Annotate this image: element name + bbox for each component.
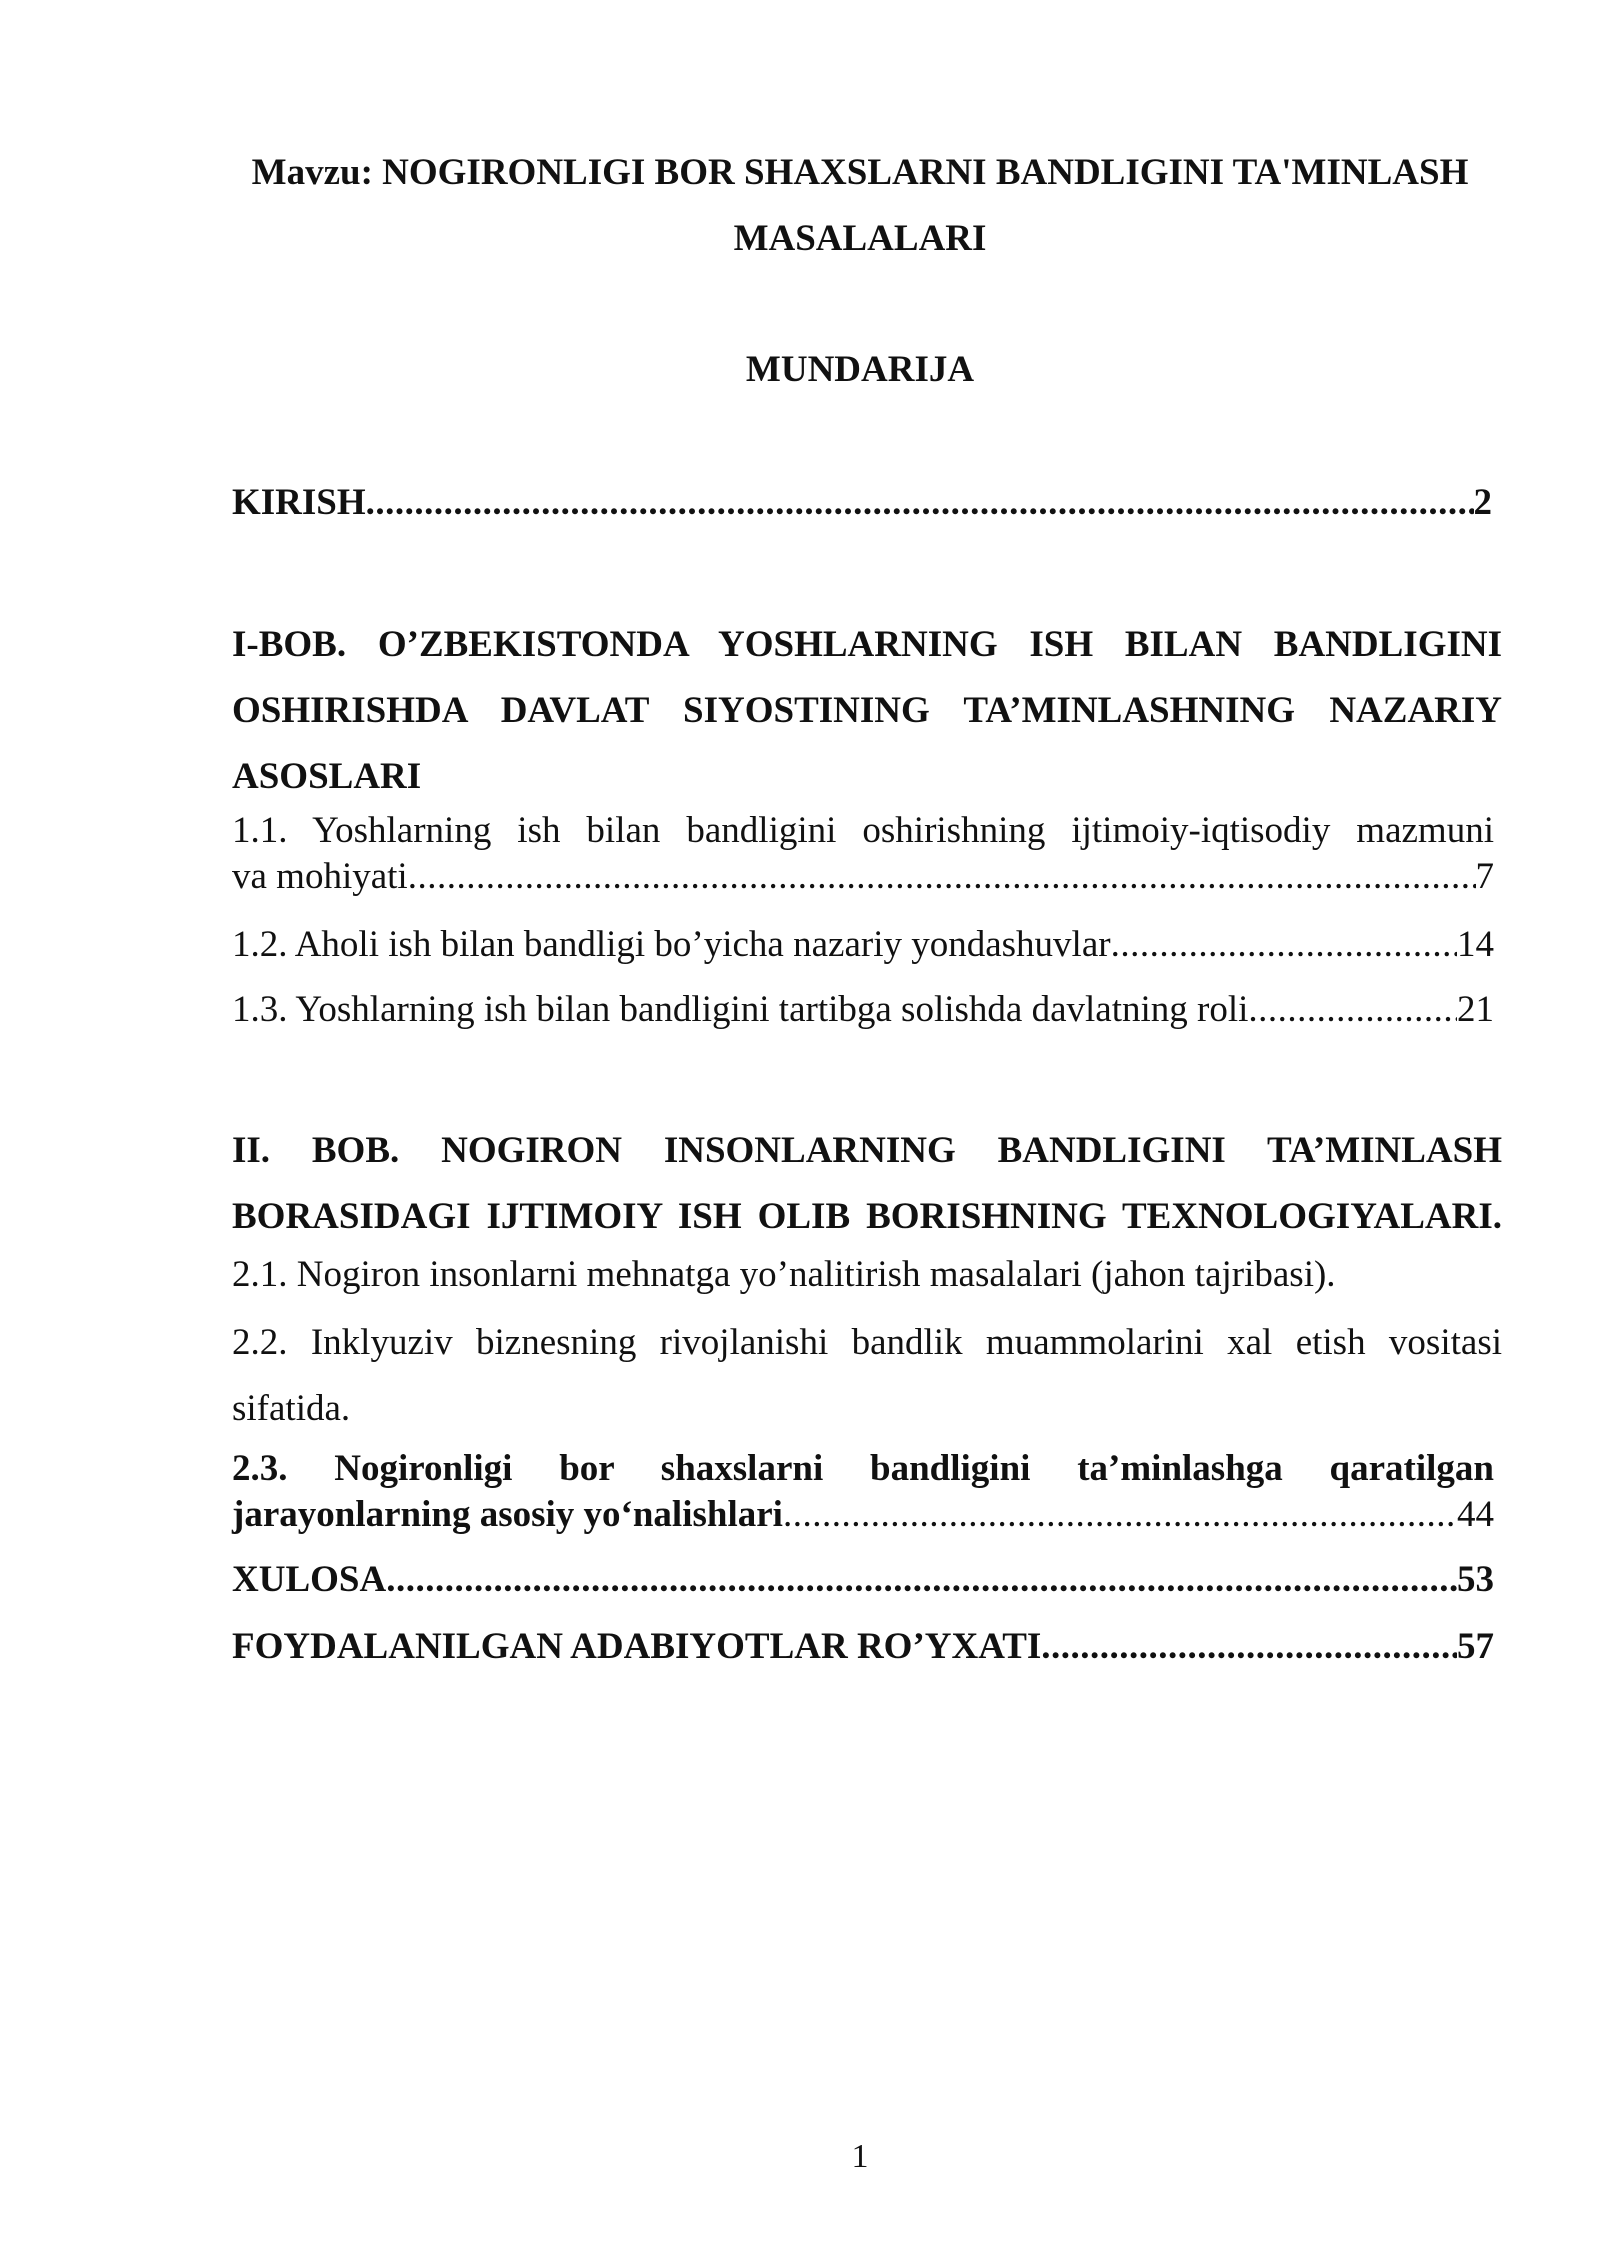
toc-entry-text: XULOSA	[232, 1559, 387, 1600]
toc-entry-text: KIRISH	[232, 482, 366, 523]
leader-dots	[1041, 1622, 1457, 1672]
toc-entry-text: 1.2. Aholi ish bilan bandligi bo’yicha nazariy yondashuvlar	[232, 924, 1111, 965]
toc-section-1-1-line-1: 1.1. Yoshlarning ish bilan bandligini oshirishning ijtimoiy-iqtisodiy mazmuni	[232, 810, 1494, 851]
toc-page-number: 2	[1473, 482, 1492, 523]
toc-page-number: 7	[1475, 856, 1494, 897]
leader-dots	[408, 854, 1476, 900]
toc-page-number: 14	[1457, 924, 1494, 965]
leader-dots	[366, 478, 1474, 528]
toc-page-number: 57	[1457, 1626, 1494, 1667]
toc-page-number: 44	[1457, 1494, 1494, 1535]
toc-section-1-3	[232, 985, 1494, 1035]
leader-dots	[1111, 920, 1457, 970]
toc-entry-text: jarayonlarning asosiy yo‘nalishlari	[232, 1494, 783, 1535]
toc-section-2-3-line-2	[232, 1492, 1494, 1538]
contents-heading: MUNDARIJA	[745, 349, 975, 390]
toc-section-2-1: 2.1. Nogiron insonlarni mehnatga yo’nalitirish masalalari (jahon tajribasi).	[232, 1254, 1336, 1295]
toc-section-2-2: 2.2. Inklyuziv biznesning rivojlanishi bandlik muammolarini xal etish vositasi sifatida.	[232, 1322, 1502, 1429]
topic-title-line-2: MASALALARI	[733, 218, 987, 259]
leader-dots	[386, 1555, 1457, 1605]
leader-dots	[1248, 985, 1457, 1035]
toc-entry-kirish	[232, 478, 1492, 528]
toc-chapter-1-heading: I-BOB. O’ZBEKISTONDA YOSHLARNING ISH BILAN BANDLIGINI OSHIRISHDA DAVLAT SIYOSTINING TA’MINLASHNING NAZARIY ASOSLARI	[232, 624, 1502, 797]
toc-section-2-3-line-1: 2.3. Nogironligi bor shaxslarni bandligini ta’minlashga qaratilgan	[232, 1448, 1494, 1489]
toc-chapter-2-heading: II. BOB. NOGIRON INSONLARNING BANDLIGINI TA’MINLASH BORASIDAGI IJTIMOIY ISH OLIB BORISHNING TEXNOLOGIYALARI.	[232, 1130, 1502, 1237]
toc-entry-references	[232, 1622, 1494, 1672]
toc-entry-text: 1.3. Yoshlarning ish bilan bandligini tartibga solishda davlatning roli	[232, 989, 1249, 1030]
toc-page-number: 53	[1457, 1559, 1494, 1600]
toc-page-number: 21	[1457, 989, 1494, 1030]
toc-section-1-1-line-2	[232, 854, 1494, 900]
toc-entry-text: FOYDALANILGAN ADABIYOTLAR RO’YXATI	[232, 1626, 1042, 1667]
toc-section-1-2	[232, 920, 1494, 970]
toc-entry-xulosa	[232, 1555, 1494, 1605]
toc-entry-text: va mohiyati	[232, 856, 408, 897]
page-number: 1	[851, 2138, 869, 2175]
topic-title-line-1: Mavzu: NOGIRONLIGI BOR SHAXSLARNI BANDLIGINI TA'MINLASH	[251, 152, 1469, 193]
leader-dots	[783, 1492, 1457, 1538]
